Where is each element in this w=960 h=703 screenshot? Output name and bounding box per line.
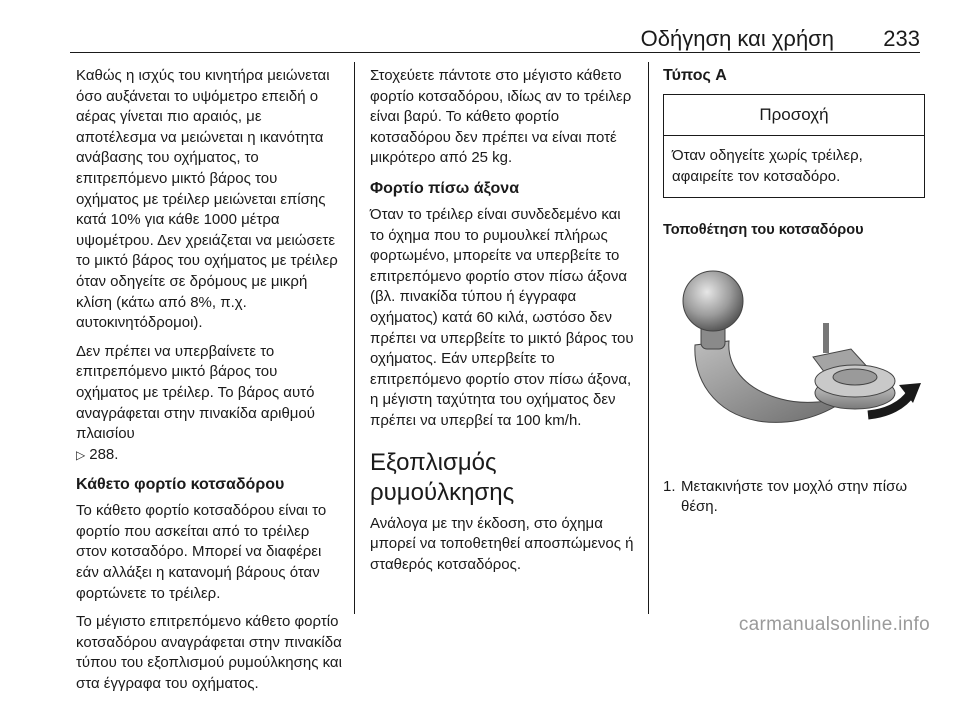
type-heading: Τύπος A <box>663 67 727 84</box>
column-1 <box>76 66 344 703</box>
paragraph: Ανάλογα με την έκδοση, στο όχημα μπορεί να τοποθετηθεί αποσπώμενος ή σταθερός κοτσαδόρος. <box>370 514 634 573</box>
page-header <box>70 24 920 53</box>
header-title: Οδήγηση και χρήση <box>640 26 834 51</box>
caution-title: Προσοχή <box>664 95 924 136</box>
paragraph: Το μέγιστο επιτρεπόμενο κάθετο φορτίο κοτσαδόρου αναγράφεται στην πινακίδα τύπου του εξοπλισμού ρυμούλκησης και στα έγγραφα του οχήματος. <box>76 613 342 693</box>
paragraph <box>76 342 344 466</box>
step-text: Μετακινήστε τον μοχλό στην πίσω θέση. <box>681 477 908 516</box>
page-number: 233 <box>883 26 920 51</box>
paragraph: Το κάθετο φορτίο κοτσαδόρου είναι το φορτίο που ασκείται από το τρέιλερ στον κοτσαδόρο. Μπορεί να διαφέρει εάν αλλάξει η κατανομή βάρους όταν φορτώνετε το τρέιλερ. <box>76 502 327 602</box>
section-heading: Κάθετο φορτίο κοτσαδόρου <box>76 476 285 494</box>
tow-bar-illustration <box>663 253 925 453</box>
chapter-heading: Εξοπλισμός ρυμούλκησης <box>370 448 515 506</box>
column-2 <box>370 66 634 583</box>
column-divider <box>648 62 649 614</box>
paragraph: Στοχεύετε πάντοτε στο μέγιστο κάθετο φορτίο κοτσαδόρου, ιδίως αν το τρέιλερ είναι βαρύ. Το κάθετο φορτίο κοτσαδόρου δεν πρέπει να είναι ποτέ μικρότερο από 25 kg. <box>370 67 632 167</box>
paragraph: Όταν το τρέιλερ είναι συνδεδεμένο και το όχημα που το ρυμουλκεί πλήρως φορτωμένο, μπορείτε να υπερβείτε το επιτρεπόμενο φορτίο στον πίσω άξονα (βλ. πινακίδα τύπου ή έγγραφα οχήματος) κατά 60 κιλά, ωστόσο δεν πρέπει να υπερβείτε το μικτό βάρος του οχήματος. Εάν υπερβείτε το επιτρεπόμενο φορτίο στον πίσω άξονα, η μέγιστη ταχύτητα του οχήματος δεν πρέπει να υπερβεί τα 100 km/h. <box>370 205 634 429</box>
step-number: 1. <box>663 477 676 495</box>
section-heading: Φορτίο πίσω άξονα <box>370 179 520 197</box>
instruction-step <box>663 477 925 518</box>
subheading: Τοποθέτηση του κοτσαδόρου <box>663 222 864 239</box>
reference-arrow-icon: ▷ <box>76 447 86 462</box>
paragraph: Καθώς η ισχύς του κινητήρα μειώνεται όσο αυξάνεται το υψόμετρο επειδή ο αέρας γίνεται πιο αραιός, με αποτέλεσμα να μειώνεται η ικανότητα ανάβασης του οχήματος, το επιτρεπόμενο μικτό βάρος του οχήματος με τρέιλερ μειώνεται επίσης κατά 10% για κάθε 1000 μέτρα υψομέτρου. Δεν χρειάζεται να μειώσετε το μικτό βάρος του οχήματος με τρέιλερ όταν οδηγείτε σε δρόμους με μικρή κλίση (κάτω από 8%, π.χ. αυτοκινητόδρομοι). <box>76 67 338 332</box>
paragraph-text: Δεν πρέπει να υπερβαίνετε το επιτρεπόμενο μικτό βάρος του οχήματος με τρέιλερ. Το βάρος αυτό αναγράφεται στην πινακίδα αριθμού πλαισίου <box>76 342 315 443</box>
caution-box <box>663 94 925 198</box>
watermark: carmanualsonline.info <box>738 614 930 635</box>
column-divider <box>354 62 355 614</box>
page-reference-link[interactable]: 288. <box>89 445 119 463</box>
caution-text: Όταν οδηγείτε χωρίς τρέιλερ, αφαιρείτε τον κοτσαδόρο. <box>672 147 863 185</box>
column-3 <box>663 66 925 518</box>
